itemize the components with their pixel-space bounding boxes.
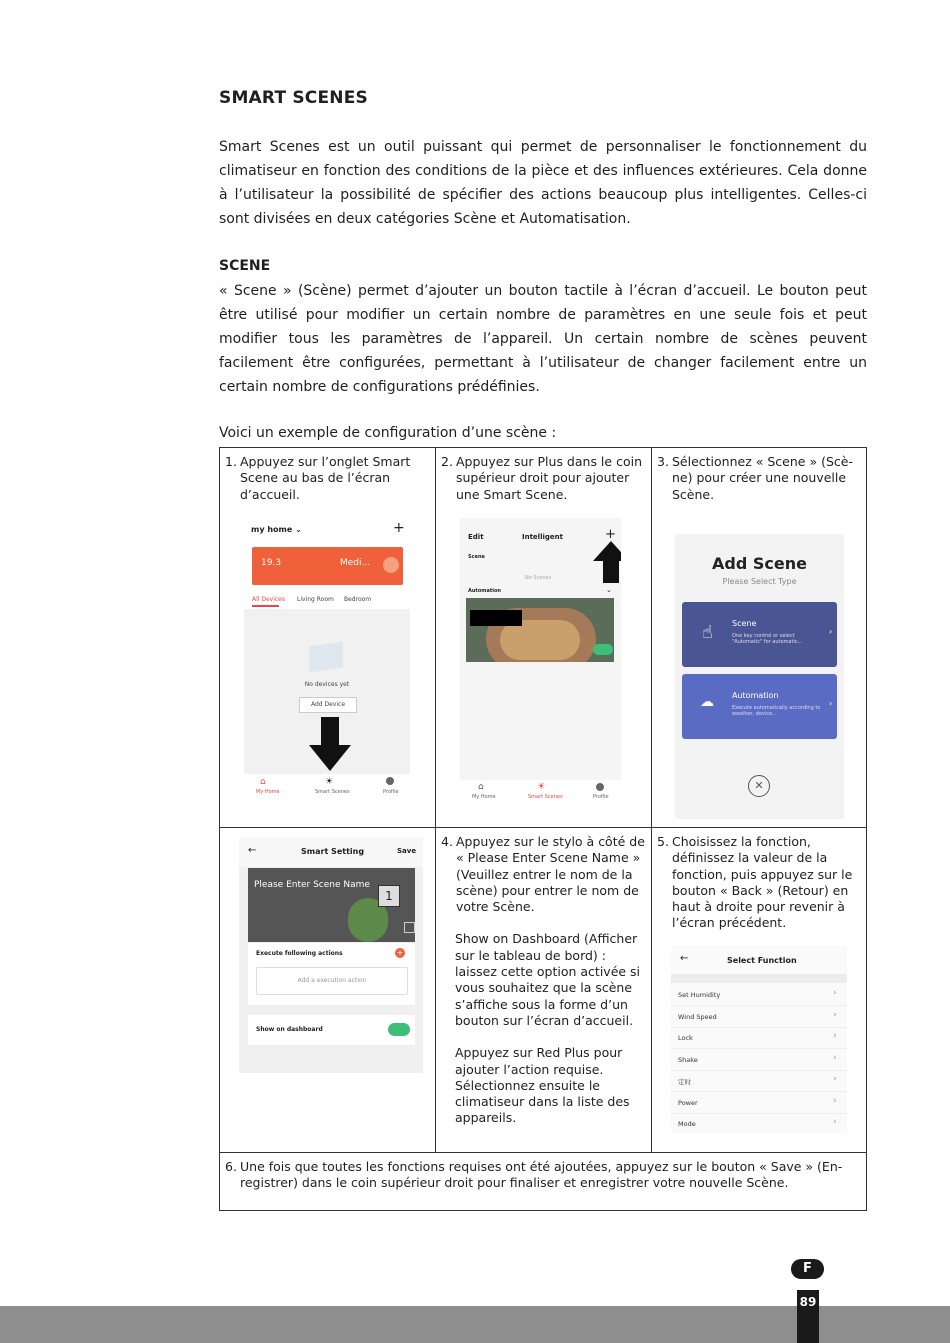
scene-card-desc: One key control or select "Automatic" for automatic... xyxy=(732,633,803,645)
scene-photo xyxy=(248,868,415,942)
function-label: Shake xyxy=(678,1055,698,1064)
step-text: Appuyez sur Plus dans le coin supérieur droit pour ajouter une Smart Scene. xyxy=(456,454,642,502)
function-label: 定时 xyxy=(678,1078,691,1086)
weather-card xyxy=(252,547,403,585)
dashboard-row xyxy=(248,1015,415,1045)
actions-panel xyxy=(248,943,415,1005)
nav-profile: Profile xyxy=(593,794,609,800)
chevron-down-icon: ⌄ xyxy=(606,586,612,594)
save-label: Save xyxy=(397,847,417,855)
nav-smart-scenes: Smart Scenes xyxy=(528,794,563,800)
show-dashboard-label: Show on dashboard xyxy=(256,1026,323,1033)
divider xyxy=(219,1152,867,1153)
toggle-switch xyxy=(593,644,613,655)
function-label: Set Humidity xyxy=(678,991,721,999)
toggle-switch xyxy=(388,1023,410,1036)
execute-label: Execute following actions xyxy=(256,950,343,957)
automation-card xyxy=(682,674,837,739)
step-number: 4. xyxy=(441,834,453,849)
screenshot-add-scene xyxy=(675,534,844,819)
screenshot-intelligent xyxy=(460,518,621,803)
nav-my-home: My Home xyxy=(472,794,496,800)
plus-icon: + xyxy=(605,527,616,542)
tab-bedroom: Bedroom xyxy=(344,596,372,603)
sun-icon: ☀ xyxy=(537,782,546,792)
step-text: Appuyez sur le stylo à côté de « Please Enter Scene Name » (Veuillez entrer le nom de la scène) pour entrer le nom de votre Scène. xyxy=(456,834,645,915)
function-list-item xyxy=(671,984,847,1006)
step-number: 2. xyxy=(441,454,453,469)
step-3 xyxy=(657,454,861,503)
image-icon xyxy=(404,922,415,933)
step-4-dashboard-text: Show on Dashboard (Afficher sur le tableau de bord) : laissez cette option activée si vous souhaitez que la scène s’affiche sous la forme d’un bouton sur l’écran d’accueil. xyxy=(455,931,641,1028)
step-6 xyxy=(225,1159,855,1192)
edit-label: Edit xyxy=(468,533,484,541)
step-text: Sélectionnez « Scene » (Scène) pour créer une nouvelle Scène. xyxy=(672,454,853,502)
weather-label: Medi... xyxy=(340,558,371,568)
back-arrow-icon: ← xyxy=(680,953,689,964)
function-label: Mode xyxy=(678,1120,696,1128)
page-title: SMART SCENES xyxy=(219,88,368,108)
step-text: Choisissez la fonction, définissez la valeur de la fonction, puis appuyez sur le bouton « Back » (Retour) en haut à droite pour revenir à l’écran précédent. xyxy=(672,834,853,931)
scene-section-label: Scene xyxy=(468,554,485,560)
intro-paragraph: Smart Scenes est un outil puissant qui permet de personnaliser le fonctionnement du climatiseur en fonction des conditions de la pièce et des influences extérieures. Cela donne à l’utilisateur la possibilité de spécifier des actions beaucoup plus intelligentes. Celles-ci sont divisées en deux catégories Scène et Automatisation. xyxy=(219,139,867,227)
function-list-item xyxy=(671,1006,847,1028)
scene-card-title: Scene xyxy=(732,619,757,628)
nav-my-home: My Home xyxy=(256,789,280,795)
select-function-title: Select Function xyxy=(727,956,797,965)
mic-icon xyxy=(383,557,399,573)
function-label: Lock xyxy=(678,1034,693,1042)
home-icon: ⌂ xyxy=(478,782,484,792)
bottom-nav xyxy=(243,775,411,798)
divider xyxy=(435,447,436,1153)
automation-card-title: Automation xyxy=(732,691,779,700)
scene-card xyxy=(682,602,837,667)
intelligent-title: Intelligent xyxy=(522,533,563,541)
add-scene-subtitle: Please Select Type xyxy=(722,577,797,586)
red-plus-icon: + xyxy=(396,948,404,957)
nav-profile: Profile xyxy=(383,789,399,795)
sun-icon: ☀ xyxy=(325,777,334,787)
step-4-red-plus-text: Appuyez sur Red Plus pour ajouter l’action requise. Sélectionnez ensuite le climatiseur dans la liste des appareils. xyxy=(455,1045,630,1126)
screenshot-home xyxy=(243,517,411,798)
box-icon xyxy=(309,642,343,673)
automation-section-label: Automation xyxy=(468,588,501,594)
automation-card-desc: Execute automatically according to weather, device... xyxy=(732,705,821,717)
food xyxy=(500,620,580,660)
step-number: 6. xyxy=(225,1159,237,1174)
add-scene-title: Add Scene xyxy=(712,554,807,573)
smart-setting-title: Smart Setting xyxy=(301,847,365,856)
home-label: my home xyxy=(251,525,293,534)
step-text: Appuyez sur l’onglet Smart Scene au bas de l’écran d’accueil. xyxy=(240,454,411,502)
language-badge: F xyxy=(791,1259,824,1279)
scene-name-placeholder: Please Enter Scene Name xyxy=(254,880,370,890)
screenshot-select-function xyxy=(671,946,847,1133)
function-list-item xyxy=(671,1092,847,1114)
step-number: 3. xyxy=(657,454,669,469)
example-intro: Voici un exemple de configuration d’une scène : xyxy=(219,425,557,441)
function-list-item xyxy=(671,1027,847,1049)
add-device-button: Add Device xyxy=(299,697,357,713)
chevron-right-icon: › xyxy=(833,1095,837,1106)
tab-all-devices: All Devices xyxy=(252,596,285,603)
page-number: 89 xyxy=(797,1290,819,1343)
plus-icon: + xyxy=(393,520,405,536)
function-label: Power xyxy=(678,1098,698,1107)
chevron-right-icon: › xyxy=(833,1052,837,1063)
chevron-right-icon: › xyxy=(833,1074,837,1084)
no-scenes-text: No Scenes xyxy=(525,575,552,581)
automation-photo xyxy=(466,598,614,662)
step-text: Une fois que toutes les fonctions requises ont été ajoutées, appuyez sur le bouton « Save » (Enregistrer) dans le coin supérieur droit pour finaliser et enregistrer votre nouvelle Scène. xyxy=(240,1159,843,1191)
tab-underline xyxy=(252,605,279,607)
nav-smart-scenes: Smart Scenes xyxy=(315,789,350,795)
chevron-right-icon: › xyxy=(833,988,837,998)
divider xyxy=(651,447,652,1153)
chevron-right-icon: › xyxy=(829,699,833,708)
up-arrow-icon xyxy=(593,541,621,583)
weather-icon: ☁ xyxy=(700,694,714,710)
step-2 xyxy=(441,454,647,503)
header-bar xyxy=(239,837,423,867)
temperature: 19.3 xyxy=(261,558,282,568)
redacted-label xyxy=(470,610,522,626)
step-number: 1. xyxy=(225,454,237,469)
header-divider xyxy=(671,974,847,983)
screenshot-smart-setting xyxy=(239,837,423,1073)
bottom-nav xyxy=(460,780,621,803)
step-1 xyxy=(225,454,430,503)
down-arrow-icon xyxy=(309,717,351,771)
tab-living-room: Living Room xyxy=(297,596,334,603)
scene-paragraph: « Scene » (Scène) permet d’ajouter un bouton tactile à l’écran d’accueil. Le bouton peut être utilisé pour modifier un certain nombre de paramètres en une seule fois et peut modifier tous les paramètres de l’appareil. Un certain nombre de scènes peuvent facilement être configurées, permettant à l’utilisateur de changer facilement entre un certain nombre de configurations prédéfinies. xyxy=(219,283,867,395)
divider xyxy=(219,827,867,828)
add-action-field: Add a execution action xyxy=(256,967,408,995)
back-arrow-icon: ← xyxy=(248,845,257,856)
chevron-right-icon: › xyxy=(833,1031,837,1041)
home-icon: ⌂ xyxy=(260,777,266,787)
step-number: 5. xyxy=(657,834,669,849)
scene-heading: SCENE xyxy=(219,258,271,274)
chevron-right-icon: › xyxy=(833,1009,837,1020)
profile-icon xyxy=(386,777,394,785)
home-title: my home ⌄ xyxy=(251,525,302,534)
function-list-item xyxy=(671,1049,847,1071)
function-list-item xyxy=(671,1113,847,1133)
close-icon: ✕ xyxy=(748,775,770,797)
hand-tap-icon: ☝ xyxy=(702,622,713,643)
function-list-item xyxy=(671,1070,847,1092)
no-devices-text: No devices yet xyxy=(304,681,350,688)
chevron-right-icon: › xyxy=(833,1117,837,1127)
step-5 xyxy=(657,834,861,932)
chevron-right-icon: › xyxy=(829,627,833,636)
profile-icon xyxy=(596,783,604,791)
pen-icon: 1 xyxy=(378,885,400,907)
step-4 xyxy=(441,834,646,1127)
function-label: Wind Speed xyxy=(678,1012,717,1021)
